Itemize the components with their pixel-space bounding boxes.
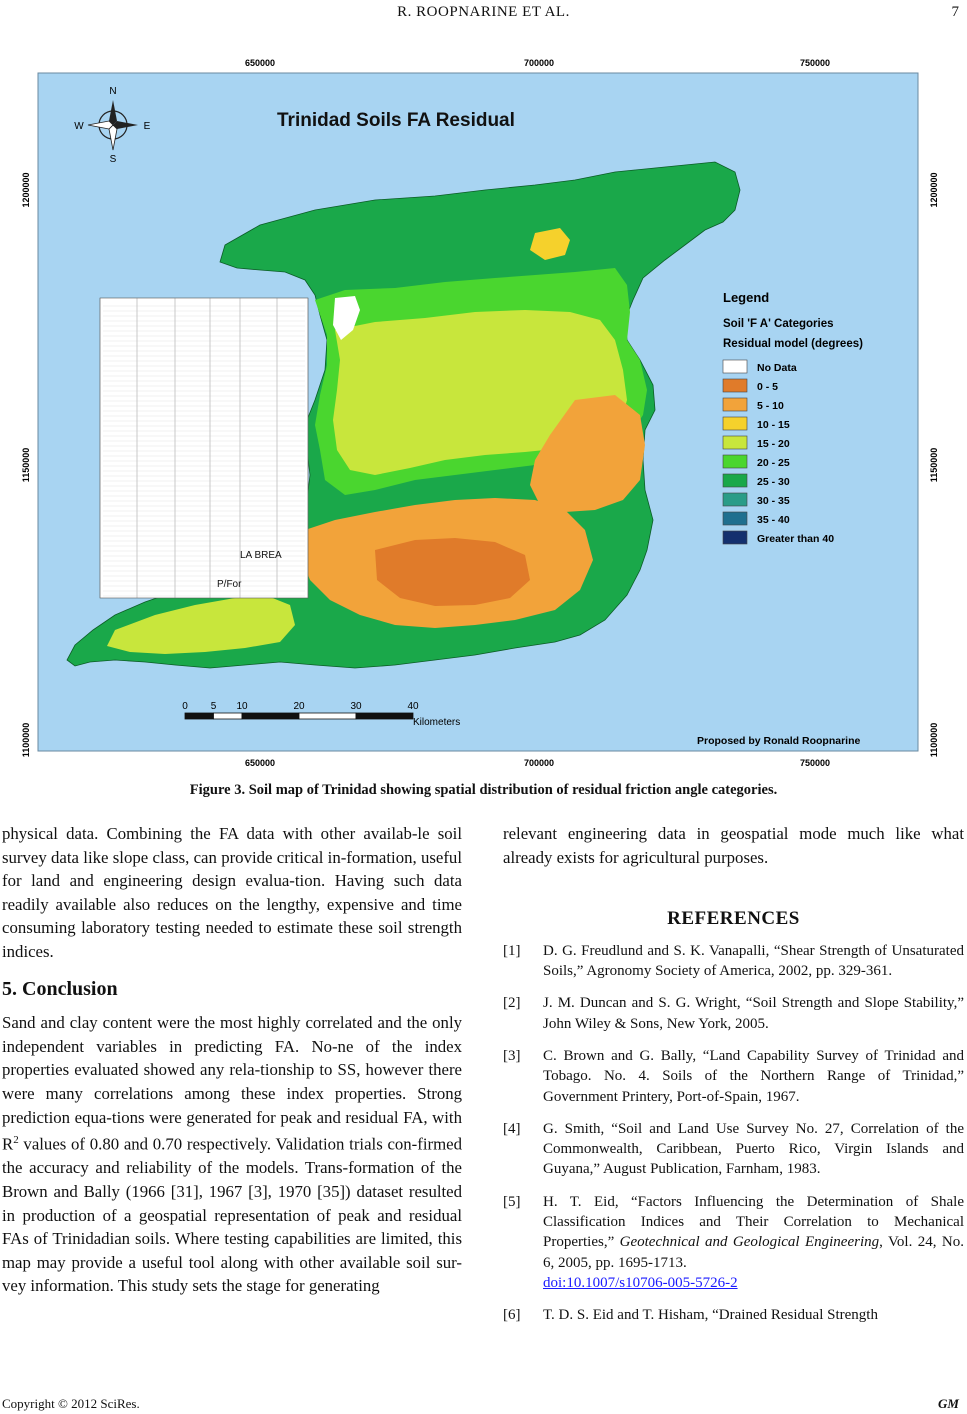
- scale-tick-label: 40: [407, 701, 419, 712]
- reference-item: [503, 1119, 964, 1180]
- legend-label: 0 - 5: [757, 381, 779, 393]
- left-column: [2, 822, 462, 1298]
- page-number: 7: [951, 4, 959, 20]
- scale-tick-label: 5: [210, 701, 217, 712]
- coord-top-2: 700000: [523, 58, 555, 68]
- scale-segment: [185, 713, 214, 719]
- scale-tick-label: 10: [236, 701, 248, 712]
- references-heading: REFERENCES: [667, 908, 800, 930]
- copyright-text: Copyright © 2012 SciRes.: [2, 1396, 140, 1411]
- legend-subtitle-2: Residual model (degrees): [723, 338, 863, 350]
- r-squared-superscript: 2: [13, 1134, 19, 1147]
- legend-swatch: [723, 531, 747, 544]
- soil-map-figure: [15, 50, 953, 770]
- scale-tick-label: 20: [293, 701, 305, 712]
- legend-label: 15 - 20: [757, 438, 790, 450]
- reference-number: [6]: [503, 1307, 521, 1324]
- reference-item: [503, 941, 964, 982]
- coord-right-3: 1100000: [929, 722, 939, 758]
- legend-swatch: [723, 474, 747, 487]
- scale-segment: [356, 713, 413, 719]
- legend-swatch: [723, 455, 747, 468]
- section-heading-conclusion: 5. Conclusion: [2, 977, 118, 1000]
- scale-tick-label: 30: [350, 701, 362, 712]
- legend-label: Greater than 40: [757, 533, 835, 545]
- coord-left-2: 1150000: [21, 447, 31, 483]
- reference-number: [3]: [503, 1047, 521, 1064]
- reference-text: T. D. S. Eid and T. Hisham, “Drained Residual Strength: [543, 1307, 878, 1324]
- conclusion-paragraph: [2, 1011, 462, 1298]
- legend-swatch: [723, 398, 747, 411]
- legend-label: 5 - 10: [757, 400, 784, 412]
- reference-item: [503, 1046, 964, 1107]
- reference-text: D. G. Freudlund and S. K. Vanapalli, “Shear Strength of Unsaturated Soils,” Agronomy Society of America, 2002, pp. 329-361.: [543, 942, 964, 980]
- map-credit: Proposed by Ronald Roopnarine: [697, 735, 861, 747]
- scale-segment: [299, 713, 356, 719]
- reference-text: J. M. Duncan and S. G. Wright, “Soil Strength and Slope Stability,” John Wiley & Sons, New York, 2005.: [543, 995, 964, 1032]
- conclusion-text-a: Sand and clay content were the most highly correlated and the only independent variables in predicting FA. No-ne of the index properties evaluated showed any rela-tionship to SS, however there were many correlations among these index properties. Strong prediction equa-tions were generated for peak and residual FA, with R: [2, 1013, 462, 1154]
- coord-left-3: 1100000: [21, 722, 31, 758]
- place-label-la-brea: LA BREA: [240, 550, 282, 561]
- legend-label: 35 - 40: [757, 514, 790, 526]
- reference-number: [2]: [503, 995, 521, 1012]
- scale-segment: [214, 713, 243, 719]
- compass-w: W: [74, 121, 84, 132]
- legend-label: 25 - 30: [757, 476, 790, 488]
- coord-bottom-1: 650000: [244, 758, 276, 768]
- legend-swatch: [723, 493, 747, 506]
- legend-label: 30 - 35: [757, 495, 790, 507]
- coord-right-2: 1150000: [929, 447, 939, 483]
- legend-subtitle-1: Soil 'F A' Categories: [723, 318, 834, 330]
- reference-item: [503, 1305, 964, 1325]
- figure-caption: Figure 3. Soil map of Trinidad showing spatial distribution of residual friction angle categories.: [189, 782, 778, 798]
- map-title: Trinidad Soils FA Residual: [277, 110, 515, 131]
- coord-left-1: 1200000: [21, 172, 31, 208]
- reference-text: [543, 1192, 964, 1293]
- reference-number: [5]: [503, 1193, 521, 1210]
- coord-bottom-2: 700000: [523, 758, 555, 768]
- body-paragraph-continued: relevant engineering data in geospatial mode much like what already exists for agricultural purposes.: [503, 824, 964, 867]
- coord-top-3: 750000: [799, 58, 831, 68]
- scale-unit: Kilometers: [413, 717, 461, 728]
- legend-label: 20 - 25: [757, 457, 790, 469]
- reference-text-part: H. T. Eid, “Factors Influencing the Determination of Shale Classification Indices and Their Correlation to Mechanical Properties,”: [543, 1193, 964, 1251]
- legend-label: 10 - 15: [757, 419, 790, 431]
- reference-text-part: , Vol. 24, No. 6, 2005, pp. 1695-1713.: [543, 1234, 964, 1271]
- coord-right-1: 1200000: [929, 172, 939, 208]
- journal-abbreviation: GM: [938, 1396, 959, 1411]
- compass-n: N: [109, 86, 117, 97]
- body-paragraph-1: physical data. Combining the FA data with other availab-le soil survey data like slope class, can provide critical in-formation, useful for land and engineering design evalua-tion. Having such data readily available also reduces on the lengthy, expensive and time consuming laboratory testing needed to estimate these soil strength indices.: [2, 824, 462, 961]
- scale-tick-label: 0: [182, 701, 188, 712]
- reference-doi-link[interactable]: doi:10.1007/s10706-005-5726-2: [543, 1274, 738, 1291]
- reference-number: [1]: [503, 942, 521, 959]
- island-zone-deep-orange: [375, 538, 530, 606]
- place-label-pfor: P/For: [217, 579, 242, 590]
- legend-swatch: [723, 436, 747, 449]
- reference-item: [503, 993, 964, 1034]
- scale-segment: [242, 713, 299, 719]
- compass-s: S: [109, 154, 117, 165]
- reference-text: G. Smith, “Soil and Land Use Survey No. 27, Correlation of the Commonwealth, Caribbean, Puerto Rico, Virgin Islands and Guyana,” August Publication, Farnham, 1983.: [543, 1120, 964, 1178]
- legend-swatch: [723, 360, 747, 373]
- reference-journal: Geotechnical and Geological Engineering: [619, 1234, 880, 1251]
- reference-text: C. Brown and G. Bally, “Land Capability Survey of Trinidad and Tobago. No. 4. Soils of the Northern Range of Trinidad,” Government Printery, Port-of-Spain, 1967.: [543, 1047, 964, 1105]
- soil-map: [15, 50, 953, 770]
- legend-label: No Data: [757, 362, 797, 374]
- coord-bottom-3: 750000: [799, 758, 831, 768]
- running-title: R. ROOPNARINE ET AL.: [397, 4, 570, 20]
- reference-number: [4]: [503, 1120, 521, 1137]
- legend-swatch: [723, 512, 747, 525]
- legend-title: Legend: [723, 290, 770, 305]
- conclusion-text-b: values of 0.80 and 0.70 respectively. Validation trials con-firmed the accuracy and reliability of the models. Trans-formation of the Brown and Bally (1966 [31], 1967 [3], 1970 [35]) dataset resulted in production of a geospatial representation of peak and residual FAs of Trinidadian soils. Where testing capabilities are limited, this map may provide a useful tool along with other available soil sur-vey information. This study sets the stage for generating: [2, 1134, 462, 1296]
- coord-top-1: 650000: [244, 58, 276, 68]
- right-column: [503, 822, 964, 1338]
- compass-e: E: [143, 121, 151, 132]
- legend-swatch: [723, 379, 747, 392]
- reference-item: [503, 1192, 964, 1293]
- legend-swatch: [723, 417, 747, 430]
